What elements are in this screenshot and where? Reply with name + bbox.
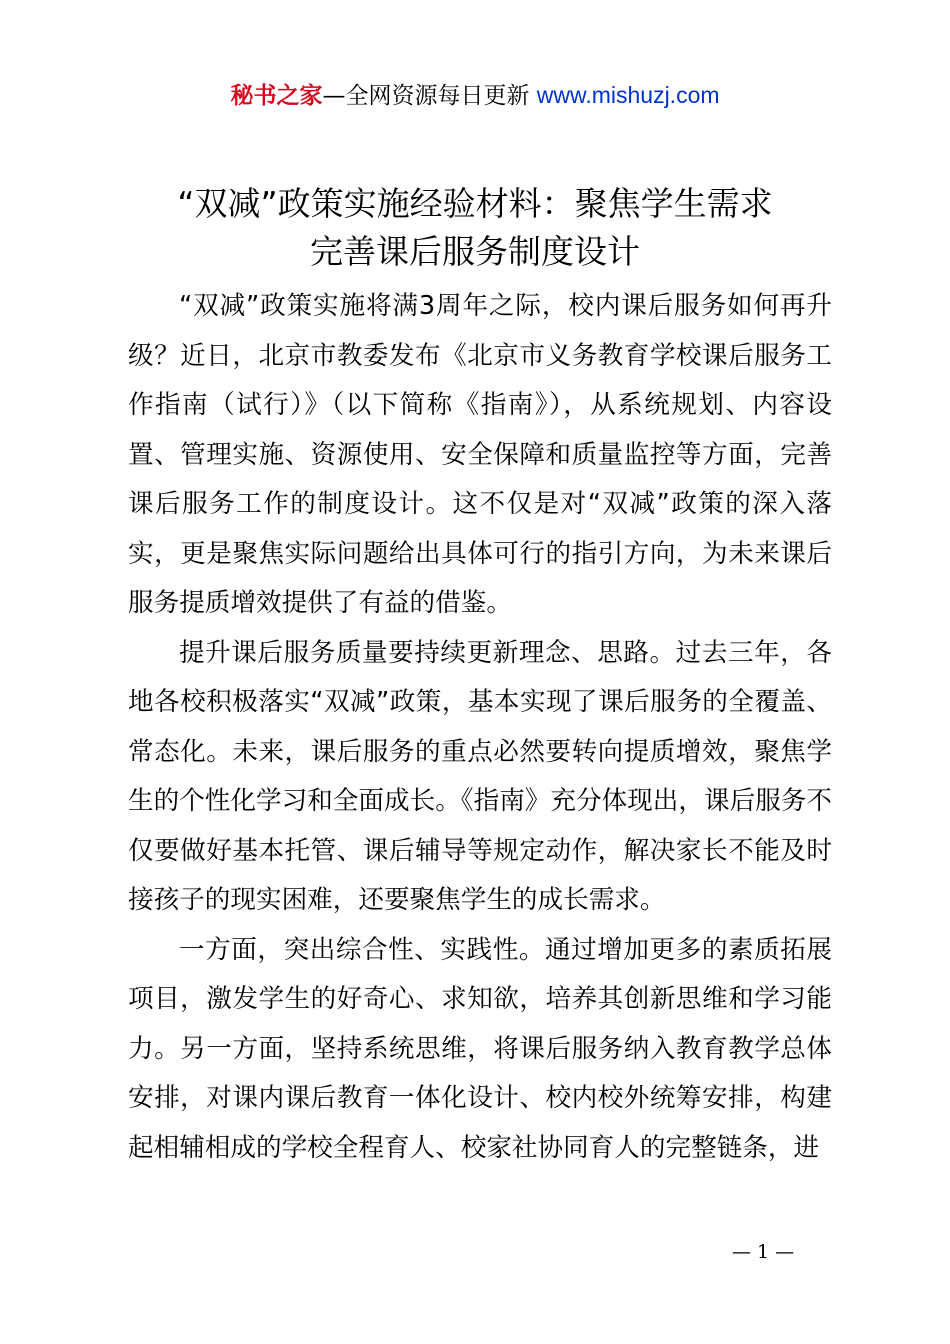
site-name: 秘书之家 bbox=[230, 83, 323, 109]
site-url-link[interactable]: www.mishuzj.com bbox=[536, 82, 720, 108]
document-title-line-1: “双减”政策实施经验材料：聚焦学生需求 bbox=[177, 184, 773, 223]
document-body bbox=[128, 282, 832, 1173]
site-header bbox=[0, 78, 950, 113]
body-paragraph-3: 一方面，突出综合性、实践性。通过增加更多的素质拓展项目，激发学生的好奇心、求知欲，培养其创新思维和学习能力。另一方面，坚持系统思维，将课后服务纳入教育教学总体安排，对课内课后教育一体化设计、校内校外统筹安排，构建起相辅相成的学校全程育人、校家社协同育人的完整链条，进 bbox=[128, 934, 832, 1163]
body-paragraph-1: “双减”政策实施将满3周年之际，校内课后服务如何再升级？近日，北京市教委发布《北京市义务教育学校课后服务工作指南（试行）》（以下简称《指南》），从系统规划、内容设置、管理实施、资源使用、安全保障和质量监控等方面，完善课后服务工作的制度设计。这不仅是对“双减”政策的深入落实，更是聚焦实际问题给出具体可行的指引方向，为未来课后服务提质增效提供了有益的借鉴。 bbox=[128, 291, 832, 618]
site-tagline: —全网资源每日更新 bbox=[322, 83, 530, 109]
page-number: — 1 — bbox=[732, 1241, 795, 1263]
document-title bbox=[60, 180, 890, 276]
body-paragraph-2: 提升课后服务质量要持续更新理念、思路。过去三年，各地各校积极落实“双减”政策，基本实现了课后服务的全覆盖、常态化。未来，课后服务的重点必然要转向提质增效，聚焦学生的个性化学习和全面成长。《指南》充分体现出，课后服务不仅要做好基本托管、课后辅导等规定动作，解决家长不能及时接孩子的现实困难，还要聚焦学生的成长需求。 bbox=[128, 637, 832, 915]
document-title-line-2: 完善课后服务制度设计 bbox=[310, 232, 640, 271]
